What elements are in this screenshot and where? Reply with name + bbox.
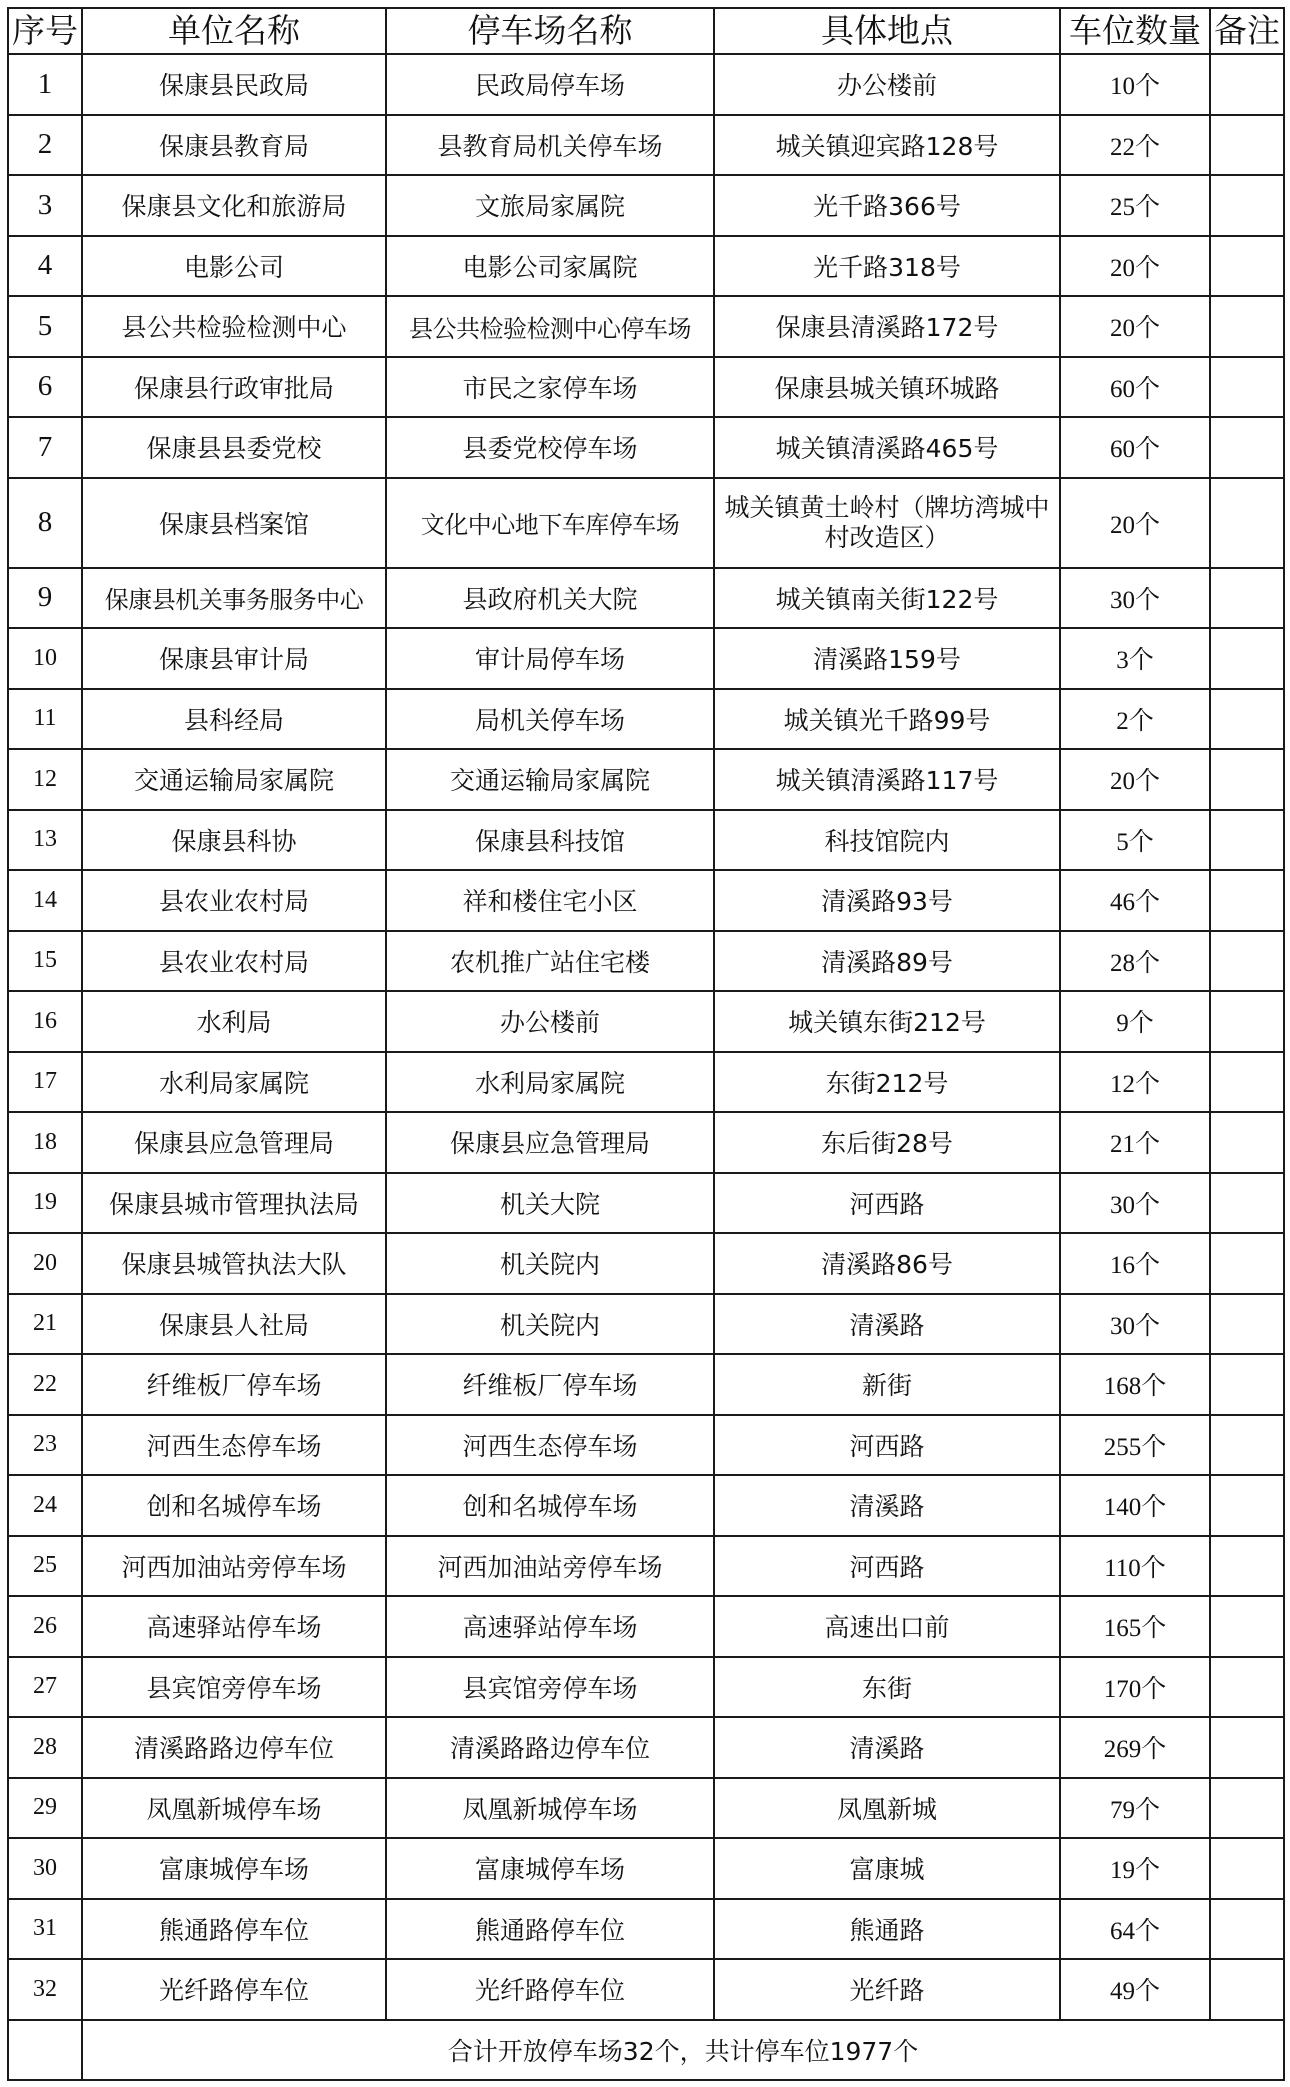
total-summary-text: 合计开放停车场32个，共计停车位1977个: [82, 2020, 1284, 2080]
cell-remarks: [1210, 870, 1284, 931]
cell-serial-no: 12: [8, 749, 82, 810]
cell-remarks: [1210, 689, 1284, 750]
cell-remarks: [1210, 1173, 1284, 1234]
table-row: [8, 1354, 1284, 1415]
cell-location: 科技馆院内: [714, 810, 1060, 871]
cell-space-count: 21个: [1060, 1112, 1210, 1173]
table-row: [8, 1233, 1284, 1294]
cell-remarks: [1210, 357, 1284, 418]
cell-parking-lot-name: 保康县科技馆: [386, 810, 714, 871]
cell-unit-name: 保康县行政审批局: [82, 357, 386, 418]
table-row: [8, 1899, 1284, 1960]
table-row: [8, 870, 1284, 931]
cell-parking-lot-name: 机关大院: [386, 1173, 714, 1234]
cell-unit-name: 纤维板厂停车场: [82, 1354, 386, 1415]
table-row: [8, 1717, 1284, 1778]
table-row: [8, 1052, 1284, 1113]
cell-location: 城关镇清溪路465号: [714, 417, 1060, 478]
cell-unit-name: 保康县机关事务服务中心: [82, 568, 386, 629]
cell-unit-name: 县公共检验检测中心: [82, 296, 386, 357]
cell-location: 新街: [714, 1354, 1060, 1415]
cell-unit-name: 保康县城管执法大队: [82, 1233, 386, 1294]
cell-space-count: 3个: [1060, 628, 1210, 689]
cell-parking-lot-name: 农机推广站住宅楼: [386, 931, 714, 992]
cell-location: 光纤路: [714, 1959, 1060, 2020]
cell-parking-lot-name: 河西加油站旁停车场: [386, 1536, 714, 1597]
cell-unit-name: 保康县人社局: [82, 1294, 386, 1355]
table-row: [8, 1112, 1284, 1173]
cell-space-count: 79个: [1060, 1778, 1210, 1839]
cell-remarks: [1210, 1899, 1284, 1960]
cell-location: 城关镇迎宾路128号: [714, 115, 1060, 176]
cell-remarks: [1210, 1778, 1284, 1839]
header-space-count: 车位数量: [1060, 8, 1210, 54]
cell-space-count: 22个: [1060, 115, 1210, 176]
cell-serial-no: 22: [8, 1354, 82, 1415]
header-serial-no: 序号: [8, 8, 82, 54]
cell-space-count: 165个: [1060, 1596, 1210, 1657]
cell-location: 城关镇清溪路117号: [714, 749, 1060, 810]
cell-parking-lot-name: 县宾馆旁停车场: [386, 1657, 714, 1718]
cell-remarks: [1210, 810, 1284, 871]
cell-unit-name: 保康县文化和旅游局: [82, 175, 386, 236]
cell-unit-name: 凤凰新城停车场: [82, 1778, 386, 1839]
cell-unit-name: 光纤路停车位: [82, 1959, 386, 2020]
header-location: 具体地点: [714, 8, 1060, 54]
cell-remarks: [1210, 236, 1284, 297]
cell-parking-lot-name: 保康县应急管理局: [386, 1112, 714, 1173]
cell-serial-no: 26: [8, 1596, 82, 1657]
table-row: [8, 1778, 1284, 1839]
table-row: [8, 1596, 1284, 1657]
cell-unit-name: 电影公司: [82, 236, 386, 297]
cell-parking-lot-name: 凤凰新城停车场: [386, 1778, 714, 1839]
cell-remarks: [1210, 749, 1284, 810]
cell-space-count: 269个: [1060, 1717, 1210, 1778]
cell-location: 东后街28号: [714, 1112, 1060, 1173]
cell-space-count: 64个: [1060, 1899, 1210, 1960]
cell-serial-no: 8: [8, 478, 82, 568]
table-row: [8, 54, 1284, 115]
parking-lot-sheet: [7, 7, 1285, 2081]
cell-location: 富康城: [714, 1838, 1060, 1899]
table-row: [8, 931, 1284, 992]
cell-remarks: [1210, 54, 1284, 115]
table-row: [8, 568, 1284, 629]
cell-space-count: 49个: [1060, 1959, 1210, 2020]
table-row: [8, 991, 1284, 1052]
cell-serial-no: 3: [8, 175, 82, 236]
total-row: [8, 2020, 1284, 2080]
cell-location: 熊通路: [714, 1899, 1060, 1960]
cell-location: 凤凰新城: [714, 1778, 1060, 1839]
cell-unit-name: 河西生态停车场: [82, 1415, 386, 1476]
cell-serial-no: 17: [8, 1052, 82, 1113]
cell-remarks: [1210, 175, 1284, 236]
cell-parking-lot-name: 机关院内: [386, 1233, 714, 1294]
cell-space-count: 20个: [1060, 478, 1210, 568]
cell-space-count: 12个: [1060, 1052, 1210, 1113]
cell-parking-lot-name: 文旅局家属院: [386, 175, 714, 236]
cell-remarks: [1210, 1536, 1284, 1597]
cell-unit-name: 县宾馆旁停车场: [82, 1657, 386, 1718]
cell-serial-no: 29: [8, 1778, 82, 1839]
cell-remarks: [1210, 478, 1284, 568]
cell-location: 清溪路: [714, 1294, 1060, 1355]
cell-serial-no: 4: [8, 236, 82, 297]
cell-unit-name: 创和名城停车场: [82, 1475, 386, 1536]
cell-serial-no: 16: [8, 991, 82, 1052]
cell-unit-name: 保康县民政局: [82, 54, 386, 115]
table-row: [8, 296, 1284, 357]
cell-unit-name: 保康县教育局: [82, 115, 386, 176]
cell-location: 城关镇南关街122号: [714, 568, 1060, 629]
cell-parking-lot-name: 光纤路停车位: [386, 1959, 714, 2020]
cell-location: 河西路: [714, 1536, 1060, 1597]
cell-space-count: 30个: [1060, 1173, 1210, 1234]
cell-space-count: 19个: [1060, 1838, 1210, 1899]
cell-unit-name: 水利局家属院: [82, 1052, 386, 1113]
cell-location: 高速出口前: [714, 1596, 1060, 1657]
cell-space-count: 110个: [1060, 1536, 1210, 1597]
parking-lot-table: [7, 7, 1285, 2081]
cell-serial-no: 31: [8, 1899, 82, 1960]
cell-parking-lot-name: 县教育局机关停车场: [386, 115, 714, 176]
cell-space-count: 46个: [1060, 870, 1210, 931]
cell-space-count: 20个: [1060, 749, 1210, 810]
cell-serial-no: 24: [8, 1475, 82, 1536]
cell-unit-name: 县农业农村局: [82, 870, 386, 931]
cell-serial-no: 27: [8, 1657, 82, 1718]
cell-space-count: 255个: [1060, 1415, 1210, 1476]
cell-parking-lot-name: 文化中心地下车库停车场: [386, 478, 714, 568]
cell-location: 城关镇光千路99号: [714, 689, 1060, 750]
cell-serial-no: 30: [8, 1838, 82, 1899]
cell-unit-name: 县科经局: [82, 689, 386, 750]
cell-location: 清溪路93号: [714, 870, 1060, 931]
cell-location: 清溪路: [714, 1475, 1060, 1536]
cell-remarks: [1210, 628, 1284, 689]
cell-serial-no: 25: [8, 1536, 82, 1597]
cell-space-count: 16个: [1060, 1233, 1210, 1294]
table-row: [8, 1536, 1284, 1597]
cell-remarks: [1210, 1596, 1284, 1657]
cell-remarks: [1210, 931, 1284, 992]
cell-remarks: [1210, 1112, 1284, 1173]
cell-serial-no: 11: [8, 689, 82, 750]
table-row: [8, 115, 1284, 176]
cell-unit-name: 熊通路停车位: [82, 1899, 386, 1960]
table-body: [8, 54, 1284, 2080]
cell-serial-no: 6: [8, 357, 82, 418]
cell-location: 清溪路86号: [714, 1233, 1060, 1294]
table-row: [8, 1415, 1284, 1476]
cell-serial-no: 15: [8, 931, 82, 992]
cell-space-count: 30个: [1060, 568, 1210, 629]
cell-location: 城关镇东街212号: [714, 991, 1060, 1052]
cell-serial-no: 21: [8, 1294, 82, 1355]
cell-space-count: 5个: [1060, 810, 1210, 871]
cell-parking-lot-name: 熊通路停车位: [386, 1899, 714, 1960]
cell-location: 清溪路89号: [714, 931, 1060, 992]
cell-location: 东街212号: [714, 1052, 1060, 1113]
table-row: [8, 628, 1284, 689]
cell-unit-name: 保康县县委党校: [82, 417, 386, 478]
cell-remarks: [1210, 1294, 1284, 1355]
cell-remarks: [1210, 1052, 1284, 1113]
cell-parking-lot-name: 民政局停车场: [386, 54, 714, 115]
cell-space-count: 25个: [1060, 175, 1210, 236]
header-parking-lot-name: 停车场名称: [386, 8, 714, 54]
table-row: [8, 1959, 1284, 2020]
cell-remarks: [1210, 1354, 1284, 1415]
cell-unit-name: 交通运输局家属院: [82, 749, 386, 810]
cell-parking-lot-name: 富康城停车场: [386, 1838, 714, 1899]
cell-parking-lot-name: 水利局家属院: [386, 1052, 714, 1113]
cell-parking-lot-name: 县公共检验检测中心停车场: [386, 296, 714, 357]
cell-unit-name: 水利局: [82, 991, 386, 1052]
cell-parking-lot-name: 县委党校停车场: [386, 417, 714, 478]
table-row: [8, 749, 1284, 810]
cell-location: 光千路366号: [714, 175, 1060, 236]
table-row: [8, 175, 1284, 236]
cell-remarks: [1210, 1959, 1284, 2020]
table-row: [8, 689, 1284, 750]
cell-unit-name: 保康县科协: [82, 810, 386, 871]
cell-parking-lot-name: 纤维板厂停车场: [386, 1354, 714, 1415]
cell-serial-no: 9: [8, 568, 82, 629]
cell-parking-lot-name: 局机关停车场: [386, 689, 714, 750]
cell-remarks: [1210, 1838, 1284, 1899]
cell-location: 办公楼前: [714, 54, 1060, 115]
cell-unit-name: 高速驿站停车场: [82, 1596, 386, 1657]
cell-parking-lot-name: 高速驿站停车场: [386, 1596, 714, 1657]
table-row: [8, 1294, 1284, 1355]
cell-space-count: 170个: [1060, 1657, 1210, 1718]
cell-serial-no: 32: [8, 1959, 82, 2020]
cell-serial-no: 14: [8, 870, 82, 931]
cell-serial-no: 5: [8, 296, 82, 357]
cell-serial-no: 13: [8, 810, 82, 871]
table-row: [8, 810, 1284, 871]
cell-parking-lot-name: 审计局停车场: [386, 628, 714, 689]
table-row: [8, 1657, 1284, 1718]
cell-location: 城关镇黄土岭村（牌坊湾城中村改造区）: [714, 478, 1060, 568]
cell-location: 清溪路159号: [714, 628, 1060, 689]
table-row: [8, 236, 1284, 297]
cell-unit-name: 县农业农村局: [82, 931, 386, 992]
cell-space-count: 28个: [1060, 931, 1210, 992]
table-row: [8, 357, 1284, 418]
cell-remarks: [1210, 1233, 1284, 1294]
cell-space-count: 20个: [1060, 296, 1210, 357]
total-serial-cell: [8, 2020, 82, 2080]
cell-parking-lot-name: 办公楼前: [386, 991, 714, 1052]
cell-parking-lot-name: 清溪路路边停车位: [386, 1717, 714, 1778]
header-remarks: 备注: [1210, 8, 1284, 54]
cell-space-count: 30个: [1060, 1294, 1210, 1355]
cell-location: 东街: [714, 1657, 1060, 1718]
cell-serial-no: 1: [8, 54, 82, 115]
cell-serial-no: 10: [8, 628, 82, 689]
table-row: [8, 478, 1284, 568]
cell-remarks: [1210, 1657, 1284, 1718]
cell-remarks: [1210, 568, 1284, 629]
cell-space-count: 60个: [1060, 417, 1210, 478]
cell-location: 保康县清溪路172号: [714, 296, 1060, 357]
cell-parking-lot-name: 祥和楼住宅小区: [386, 870, 714, 931]
cell-unit-name: 保康县应急管理局: [82, 1112, 386, 1173]
cell-parking-lot-name: 机关院内: [386, 1294, 714, 1355]
cell-unit-name: 河西加油站旁停车场: [82, 1536, 386, 1597]
cell-unit-name: 保康县审计局: [82, 628, 386, 689]
cell-parking-lot-name: 河西生态停车场: [386, 1415, 714, 1476]
cell-remarks: [1210, 115, 1284, 176]
cell-unit-name: 保康县档案馆: [82, 478, 386, 568]
cell-space-count: 2个: [1060, 689, 1210, 750]
header-unit-name: 单位名称: [82, 8, 386, 54]
cell-parking-lot-name: 电影公司家属院: [386, 236, 714, 297]
cell-space-count: 140个: [1060, 1475, 1210, 1536]
cell-space-count: 10个: [1060, 54, 1210, 115]
cell-parking-lot-name: 创和名城停车场: [386, 1475, 714, 1536]
cell-serial-no: 19: [8, 1173, 82, 1234]
cell-space-count: 60个: [1060, 357, 1210, 418]
table-row: [8, 1173, 1284, 1234]
cell-serial-no: 2: [8, 115, 82, 176]
cell-remarks: [1210, 1475, 1284, 1536]
cell-location: 河西路: [714, 1173, 1060, 1234]
cell-unit-name: 清溪路路边停车位: [82, 1717, 386, 1778]
cell-parking-lot-name: 交通运输局家属院: [386, 749, 714, 810]
cell-serial-no: 28: [8, 1717, 82, 1778]
table-row: [8, 417, 1284, 478]
cell-space-count: 20个: [1060, 236, 1210, 297]
cell-remarks: [1210, 417, 1284, 478]
cell-location: 河西路: [714, 1415, 1060, 1476]
cell-location: 光千路318号: [714, 236, 1060, 297]
cell-remarks: [1210, 1717, 1284, 1778]
cell-serial-no: 20: [8, 1233, 82, 1294]
cell-remarks: [1210, 991, 1284, 1052]
cell-serial-no: 18: [8, 1112, 82, 1173]
cell-parking-lot-name: 市民之家停车场: [386, 357, 714, 418]
cell-location: 保康县城关镇环城路: [714, 357, 1060, 418]
cell-space-count: 168个: [1060, 1354, 1210, 1415]
cell-remarks: [1210, 1415, 1284, 1476]
table-row: [8, 1838, 1284, 1899]
cell-remarks: [1210, 296, 1284, 357]
cell-space-count: 9个: [1060, 991, 1210, 1052]
table-header-row: [8, 8, 1284, 54]
cell-serial-no: 23: [8, 1415, 82, 1476]
table-row: [8, 1475, 1284, 1536]
cell-serial-no: 7: [8, 417, 82, 478]
cell-unit-name: 富康城停车场: [82, 1838, 386, 1899]
cell-location: 清溪路: [714, 1717, 1060, 1778]
cell-parking-lot-name: 县政府机关大院: [386, 568, 714, 629]
cell-unit-name: 保康县城市管理执法局: [82, 1173, 386, 1234]
